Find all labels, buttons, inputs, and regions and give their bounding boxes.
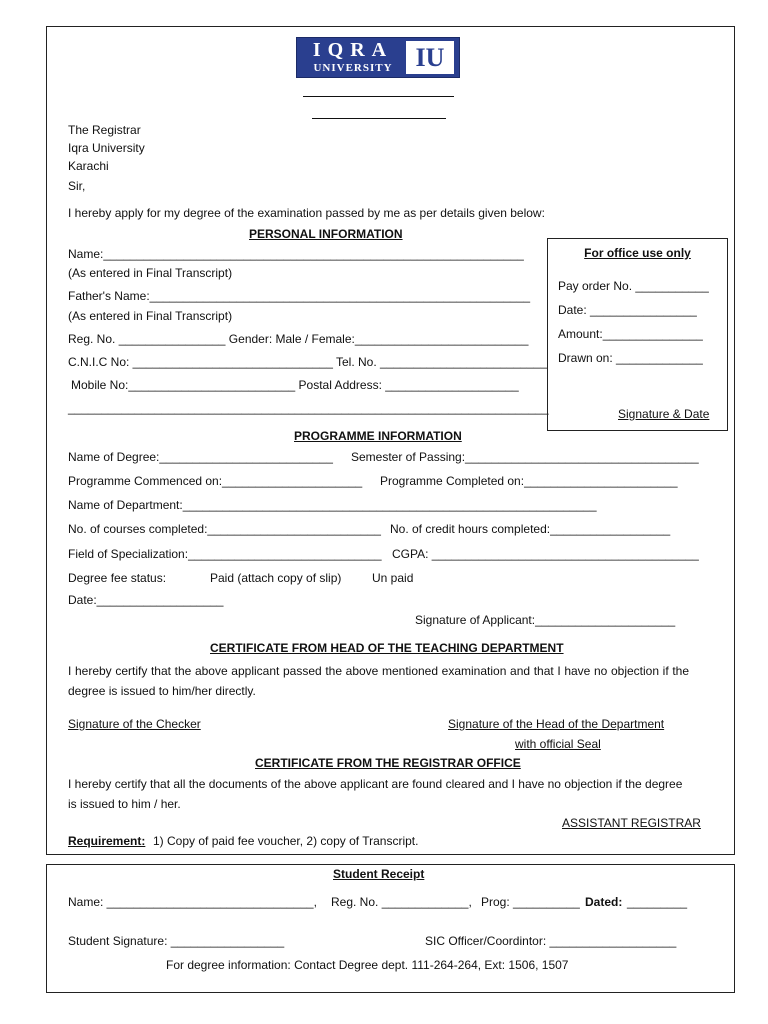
intro-text: I hereby apply for my degree of the examination passed by me as per details given below: [68,206,545,220]
address-university: Iqra University [68,141,145,155]
fee-status-label: Degree fee status: [68,571,167,585]
logo-mark-text: IU [415,43,445,72]
checker-signature: Signature of the Checker [68,717,201,731]
degree-contact-info: For degree information: Contact Degree dept. 111-264-264, Ext: 1506, 1507 [166,958,569,972]
iqra-university-logo [296,37,460,78]
blank-line-1 [303,96,454,97]
office-signature-date: Signature & Date [618,407,710,421]
cnic-tel-field[interactable]: C.N.I.C No: ______________________________ Tel. No. _________________________ [68,355,547,369]
office-date-field[interactable]: Date: ________________ [558,303,697,317]
assistant-registrar: ASSISTANT REGISTRAR [562,816,701,830]
logo-mark-iu [406,41,454,74]
programme-commenced-field[interactable]: Programme Commenced on:_____________________ [68,474,363,488]
programme-completed-field[interactable]: Programme Completed on:_______________________ [380,474,678,488]
drawn-on-field[interactable]: Drawn on: _____________ [558,351,703,365]
office-use-box [547,238,728,431]
programme-date-field[interactable]: Date:___________________ [68,593,224,607]
receipt-reg-field[interactable]: Reg. No. _____________, [331,895,472,909]
registrar-certificate-heading: CERTIFICATE FROM THE REGISTRAR OFFICE [255,756,521,770]
salutation: Sir, [68,179,86,193]
reg-gender-field[interactable]: Reg. No. ________________ Gender: Male / Female:__________________________ [68,332,529,346]
mobile-postal-field[interactable]: Mobile No:_________________________ Postal Address: ____________________ [71,378,519,392]
programme-info-heading: PROGRAMME INFORMATION [294,429,462,443]
father-name-note: (As entered in Final Transcript) [68,309,233,323]
department-field[interactable]: Name of Department:______________________________________________________________ [68,498,597,512]
fee-unpaid-option[interactable]: Un paid [372,571,414,585]
name-field[interactable]: Name:_______________________________________________________________ [68,247,524,261]
pay-order-field[interactable]: Pay order No. ___________ [558,279,709,293]
cgpa-field[interactable]: CGPA: ________________________________________ [392,547,699,561]
student-signature-field[interactable]: Student Signature: _________________ [68,934,285,948]
receipt-title: Student Receipt [333,867,425,881]
requirement-label: Requirement: [68,834,146,848]
hod-certificate-text: I hereby certify that the above applicant passed the above mentioned examination and that I have no objection if the degree is issued to him/her directly. [68,664,689,698]
address-city: Karachi [68,159,109,173]
specialization-field[interactable]: Field of Specialization:_____________________________ [68,547,382,561]
degree-name-field[interactable]: Name of Degree:__________________________ [68,450,333,464]
office-use-title: For office use only [584,246,691,260]
amount-field[interactable]: Amount:_______________ [558,327,703,341]
personal-info-heading: PERSONAL INFORMATION [249,227,403,241]
logo-text-university: UNIVERSITY [313,62,393,74]
semester-passing-field[interactable]: Semester of Passing:___________________________________ [351,450,699,464]
logo-text-iqra: IQRA [312,39,394,61]
courses-completed-field[interactable]: No. of courses completed:__________________________ [68,522,381,536]
blank-line-2 [312,118,446,119]
hod-certificate-heading: CERTIFICATE FROM HEAD OF THE TEACHING DEPARTMENT [210,641,564,655]
head-department-signature: Signature of the Head of the Department [448,717,665,731]
father-name-field[interactable]: Father's Name:_________________________________________________________ [68,289,531,303]
receipt-prog-field[interactable]: Prog: __________ [481,895,580,909]
official-seal-note: with official Seal [515,737,601,751]
credit-hours-field[interactable]: No. of credit hours completed:__________________ [390,522,671,536]
receipt-dated-label: Dated: [585,895,623,909]
receipt-name-field[interactable]: Name: _______________________________, [68,895,317,909]
sic-officer-field[interactable]: SIC Officer/Coordintor: ___________________ [425,934,677,948]
receipt-dated-field[interactable]: _________ [627,895,688,909]
requirement-text: 1) Copy of paid fee voucher, 2) copy of Transcript. [153,834,419,848]
name-note: (As entered in Final Transcript) [68,266,233,280]
applicant-signature-field[interactable]: Signature of Applicant:_____________________ [415,613,676,627]
fee-paid-option[interactable]: Paid (attach copy of slip) [210,571,342,585]
address-registrar: The Registrar [68,123,141,137]
student-receipt-box [46,864,735,993]
address-extra-line[interactable]: ________________________________________________________________________ [68,401,549,415]
registrar-certificate-text: I hereby certify that all the documents of the above applicant are found cleared and I have no objection if the degree is issued to him / her. [68,777,683,811]
